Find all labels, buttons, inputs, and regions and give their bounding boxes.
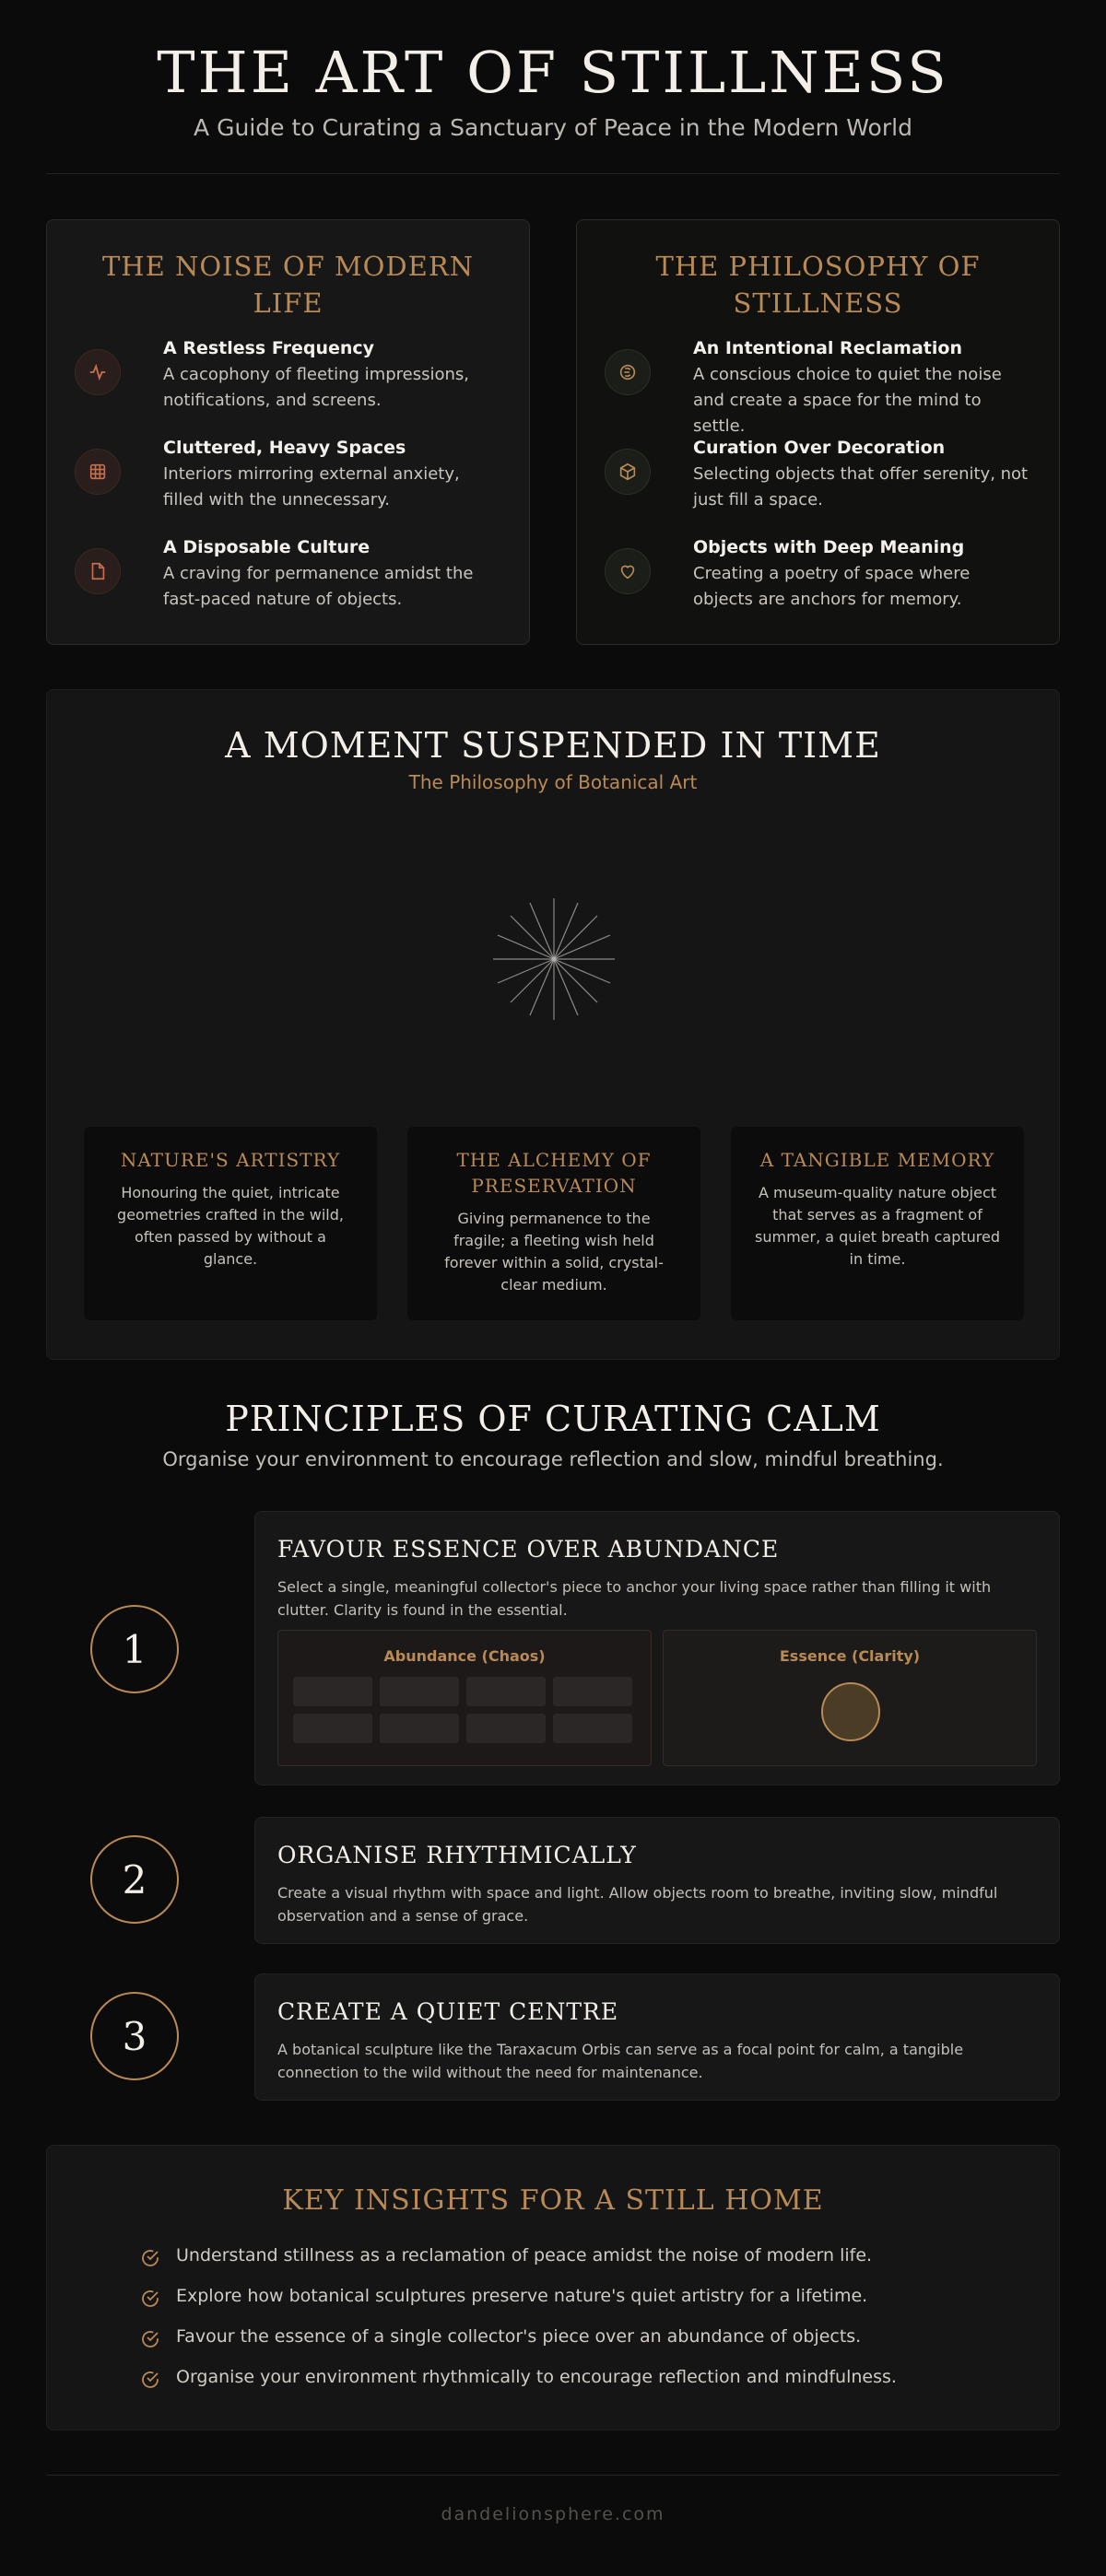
noise-item: [75, 338, 501, 421]
noise-item-title: Cluttered, Heavy Spaces: [163, 438, 406, 458]
principle-card: [254, 1973, 1060, 2101]
page-title: THE ART OF STILLNESS: [157, 39, 949, 106]
principle-number: 2: [90, 1835, 179, 1924]
philosophy-item-text: Creating a poetry of space where objects are anchors for memory.: [693, 564, 971, 609]
cube-icon: [605, 449, 651, 495]
check-circle-icon: [139, 2288, 161, 2310]
clutter-block: [293, 1677, 372, 1706]
check-circle-icon: [139, 2369, 161, 2391]
principle-card: [254, 1817, 1060, 1944]
principle-text: Create a visual rhythm with space and light. Allow objects room to breathe, inviting slow, mindful observation and a sense of grace.: [277, 1884, 998, 1925]
noise-panel: [46, 219, 530, 645]
moment-card: [731, 1127, 1024, 1320]
insight-text: Explore how botanical sculptures preserve nature's quiet artistry for a lifetime.: [176, 2286, 868, 2306]
check-circle-icon: [139, 2247, 161, 2269]
grid-icon: [75, 449, 121, 495]
philosophy-item: [605, 438, 1031, 521]
philosophy-item: [605, 537, 1031, 620]
principle-text: A botanical sculpture like the Taraxacum Orbis can serve as a focal point for calm, a tangible connection to the wild without the need for maintenance.: [277, 2041, 964, 2081]
moment-card-text: Honouring the quiet, intricate geometries crafted in the wild, often passed by without a glance.: [117, 1184, 344, 1268]
moment-section: [46, 689, 1060, 1360]
moment-card: [84, 1127, 377, 1320]
philosophy-title: THE PHILOSOPHY OF STILLNESS: [655, 251, 981, 319]
moment-card: [407, 1127, 700, 1320]
principle-text: Select a single, meaningful collector's piece to anchor your living space rather than filling it with clutter. Clarity is found in the essential.: [277, 1578, 992, 1619]
noise-title: THE NOISE OF MODERN LIFE: [101, 251, 475, 319]
insight-text: Organise your environment rhythmically to encourage reflection and mindfulness.: [176, 2367, 897, 2387]
principles-subtitle: Organise your environment to encourage reflection and slow, mindful breathing.: [162, 1448, 944, 1470]
principle-number: 1: [90, 1605, 179, 1693]
noise-item-text: A craving for permanence amidst the fast-paced nature of objects.: [163, 564, 474, 609]
page-subtitle: A Guide to Curating a Sanctuary of Peace in the Modern World: [194, 114, 912, 141]
principle-card: [254, 1511, 1060, 1786]
principle-number: 3: [90, 1992, 179, 2080]
abundance-label: Abundance (Chaos): [383, 1647, 546, 1665]
philosophy-item-title: An Intentional Reclamation: [693, 338, 962, 358]
dandelion-seed-icon: [489, 895, 618, 1024]
moment-card-text: Giving permanence to the fragile; a fleeting wish held forever within a solid, crystal-clear medium.: [444, 1210, 664, 1294]
moment-subtitle: The Philosophy of Botanical Art: [408, 771, 698, 793]
footer-divider: [46, 2475, 1060, 2476]
principle-title: CREATE A QUIET CENTRE: [277, 1998, 619, 2025]
philosophy-panel: [576, 219, 1060, 645]
moment-card-title: A TANGIBLE MEMORY: [759, 1149, 995, 1171]
insights-panel: [46, 2145, 1060, 2430]
footer-link[interactable]: dandelionsphere.com: [441, 2504, 665, 2524]
noise-item-text: Interiors mirroring external anxiety, filled with the unnecessary.: [163, 464, 460, 509]
moment-card-title: THE ALCHEMY OF PRESERVATION: [456, 1149, 652, 1197]
abundance-diagram: [277, 1630, 652, 1766]
philosophy-item-text: A conscious choice to quiet the noise and create a space for the mind to settle.: [693, 365, 1002, 436]
heart-icon: [605, 548, 651, 594]
philosophy-item-text: Selecting objects that offer serenity, not just fill a space.: [693, 464, 1029, 509]
noise-item-title: A Disposable Culture: [163, 537, 371, 557]
activity-icon: [75, 349, 121, 395]
file-icon: [75, 548, 121, 594]
principles-title: PRINCIPLES OF CURATING CALM: [225, 1399, 881, 1439]
check-circle-icon: [139, 2328, 161, 2350]
insight-text: Understand stillness as a reclamation of peace amidst the noise of modern life.: [176, 2245, 873, 2266]
essence-orb: [821, 1682, 880, 1741]
insights-title: KEY INSIGHTS FOR A STILL HOME: [282, 2184, 824, 2217]
clutter-block: [380, 1677, 459, 1706]
philosophy-item: [605, 338, 1031, 436]
essence-diagram: [663, 1630, 1037, 1766]
clutter-block: [553, 1714, 632, 1743]
noise-item: [75, 438, 501, 521]
moment-card-title: NATURE'S ARTISTRY: [120, 1149, 341, 1171]
clutter-block: [466, 1677, 546, 1706]
clutter-block: [380, 1714, 459, 1743]
philosophy-item-title: Curation Over Decoration: [693, 438, 946, 458]
header-divider: [46, 173, 1060, 174]
clutter-block: [553, 1677, 632, 1706]
moment-title: A MOMENT SUSPENDED IN TIME: [225, 725, 881, 766]
philosophy-item-title: Objects with Deep Meaning: [693, 537, 965, 557]
clutter-block: [293, 1714, 372, 1743]
noise-item-text: A cacophony of fleeting impressions, notifications, and screens.: [163, 365, 469, 410]
principle-title: ORGANISE RHYTHMICALLY: [277, 1842, 637, 1868]
insight-text: Favour the essence of a single collector's piece over an abundance of objects.: [176, 2326, 862, 2347]
noise-item: [75, 537, 501, 620]
clutter-block: [466, 1714, 546, 1743]
moment-card-text: A museum-quality nature object that serves as a fragment of summer, a quiet breath captured in time.: [755, 1184, 1001, 1268]
principle-title: FAVOUR ESSENCE OVER ABUNDANCE: [277, 1536, 780, 1563]
noise-item-title: A Restless Frequency: [163, 338, 375, 358]
essence-label: Essence (Clarity): [779, 1647, 921, 1665]
circle-icon: [605, 349, 651, 395]
